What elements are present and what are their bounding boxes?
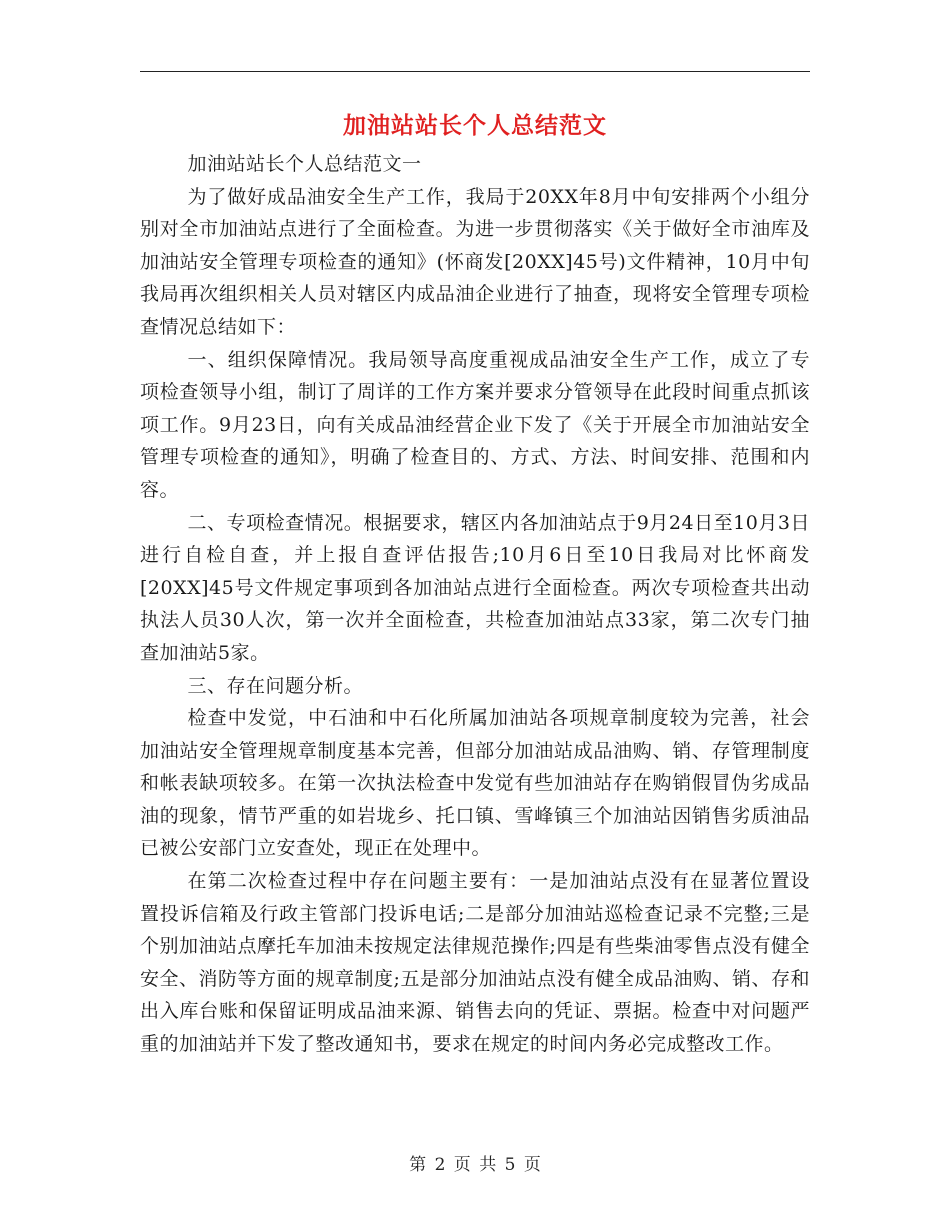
paragraph-section-1: 一、组织保障情况。我局领导高度重视成品油安全生产工作，成立了专项检查领导小组，制订了周详的工作方案并要求分管领导在此段时间重点抓该项工作。9月23日，向有关成品油经营企业下发了《关于开展全市加油站安全管理专项检查的通知》，明确了检查目的、方式、方法、时间安排、范围和内容。 bbox=[140, 348, 810, 501]
paragraph-section-3-heading: 三、存在问题分析。 bbox=[187, 674, 364, 697]
document-title: 加油站站长个人总结范文 bbox=[343, 112, 607, 139]
paragraph-second-check: 在第二次检查过程中存在问题主要有：一是加油站点没有在显著位置设置投诉信箱及行政主管部门投诉电话;二是部分加油站巡检查记录不完整;三是个别加油站点摩托车加油未按规定法律规范操作;四是有些柴油零售点没有健全安全、消防等方面的规章制度;五是部分加油站点没有健全成品油购、销、存和出入库台账和保留证明成品油来源、销售去向的凭证、票据。检查中对问题严重的加油站并下发了整改通知书，要求在规定的时间内务必完成整改工作。 bbox=[140, 870, 810, 1056]
document-body bbox=[140, 148, 810, 1061]
page-number-footer: 第 2 页 共 5 页 bbox=[409, 1155, 541, 1175]
header-rule bbox=[140, 71, 810, 72]
paragraph-findings: 检查中发觉，中石油和中石化所属加油站各项规章制度较为完善，社会加油站安全管理规章制度基本完善，但部分加油站成品油购、销、存管理制度和帐表缺项较多。在第一次执法检查中发觉有些加油站存在购销假冒伪劣成品油的现象，情节严重的如岩垅乡、托口镇、雪峰镇三个加油站因销售劣质油品已被公安部门立安查处，现正在处理中。 bbox=[140, 707, 810, 860]
paragraph-subtitle: 加油站站长个人总结范文一 bbox=[187, 153, 422, 175]
paragraph-section-2: 二、专项检查情况。根据要求，辖区内各加油站点于9月24日至10月3日进行自检自查，并上报自查评估报告;10月6日至10日我局对比怀商发[20XX]45号文件规定事项到各加油站点进行全面检查。两次专项检查共出动执法人员30人次，第一次并全面检查，共检查加油站点33家，第二次专门抽查加油站5家。 bbox=[140, 511, 810, 664]
paragraph-intro: 为了做好成品油安全生产工作，我局于20XX年8月中旬安排两个小组分别对全市加油站点进行了全面检查。为进一步贯彻落实《关于做好全市油库及加油站安全管理专项检查的通知》(怀商发[20XX]45号)文件精神，10月中旬我局再次组织相关人员对辖区内成品油企业进行了抽查，现将安全管理专项检查情况总结如下： bbox=[140, 185, 810, 338]
